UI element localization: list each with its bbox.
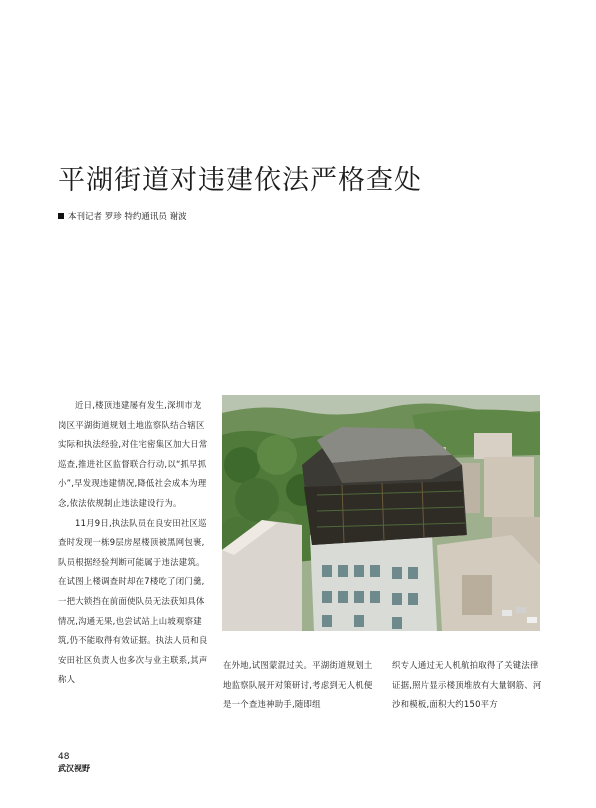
magazine-logo: 武汉视野 (58, 763, 90, 773)
aerial-photo (222, 395, 540, 631)
folio (58, 752, 90, 774)
column-3 (392, 656, 542, 715)
column-2 (223, 656, 373, 715)
byline (58, 210, 187, 222)
paragraph-1: 近日,楼顶违建屡有发生,深圳市龙岗区平湖街道规划土地监察队结合辖区实际和执法经验,对住宅密集区加大日常巡查,推进社区监督联合行动,以“抓早抓小”,早发现违建情况,降低社会成本为理念,依法依规制止违法建设行为。 (58, 400, 208, 508)
paragraph-2: 11月9日,执法队员在良安田社区巡查时发现一栋9层房屋楼顶被黑网包裹,队员根据经验判断可能属于违法建筑。在试图上楼调查时却在7楼吃了闭门羹,一把大锁挡在前面使队员无法获知具体情况,沟通无果,也尝试站上山坡观察建筑,仍不能取得有效证据。执法人员和良安田社区负责人也多次与业主联系,其声称人 (58, 517, 208, 685)
column-1 (58, 396, 208, 690)
page-number: 48 (58, 752, 70, 762)
column-2-text: 在外地,试图蒙混过关。平湖街道规划土地监察队展开对策研讨,考虑到无人机便是一个查违神助手,随即组 (223, 660, 373, 710)
byline-square-icon (58, 213, 64, 219)
article-title: 平湖街道对违建依法严格查处 (58, 165, 422, 196)
byline-text: 本刊记者 罗珍 特约通讯员 谢波 (68, 212, 187, 222)
column-3-text: 织专人通过无人机航拍取得了关键法律证据,照片显示楼顶堆放有大量钢筋、河沙和模板,面积大约150平方 (392, 660, 542, 710)
